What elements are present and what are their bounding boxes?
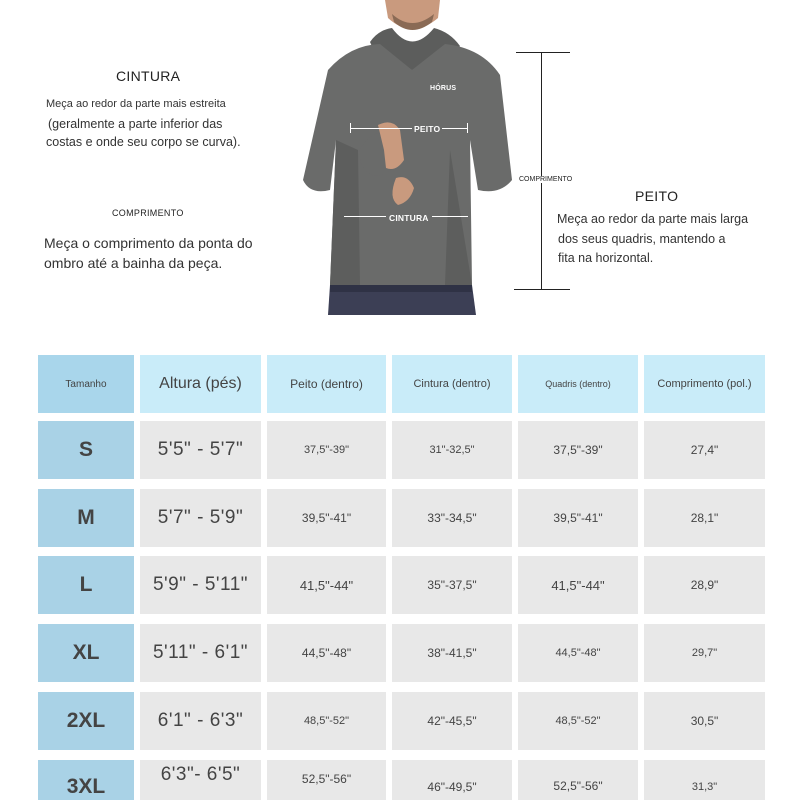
row-m-chest: 39,5"-41": [267, 489, 386, 547]
header-hips: Quadris (dentro): [518, 355, 638, 413]
row-3xl-hips: 52,5"-56": [518, 760, 638, 800]
row-3xl-length: 31,3": [644, 760, 765, 800]
row-l-height: 5'9" - 5'11": [140, 556, 261, 614]
length-guide-bottom: [514, 289, 570, 290]
row-2xl-length: 30,5": [644, 692, 765, 750]
row-l-size: L: [38, 556, 134, 614]
measurement-guide: [0, 0, 800, 340]
row-m-size: M: [38, 489, 134, 547]
chest-measure-tick-right: [467, 123, 468, 133]
chest-title: PEITO: [635, 188, 679, 204]
row-2xl-hips: 48,5"-52": [518, 692, 638, 750]
row-2xl-chest: 48,5"-52": [267, 692, 386, 750]
row-s-chest: 37,5"-39": [267, 421, 386, 479]
row-m-length: 28,1": [644, 489, 765, 547]
row-xl-size: XL: [38, 624, 134, 682]
chest-description-line-1: Meça ao redor da parte mais larga: [557, 212, 749, 226]
row-xl-hips: 44,5"-48": [518, 624, 638, 682]
row-m-waist: 33"-34,5": [392, 489, 512, 547]
chest-measure-line: [350, 128, 468, 129]
chest-description-line-3: fita na horizontal.: [558, 251, 654, 265]
row-xl-length: 29,7": [644, 624, 765, 682]
row-3xl-waist: 46"-49,5": [392, 760, 512, 800]
row-2xl-height: 6'1" - 6'3": [140, 692, 261, 750]
waist-description-line-2: (geralmente a parte inferior das: [48, 117, 223, 131]
waist-description-line-1: Meça ao redor da parte mais estreita: [46, 98, 226, 110]
row-s-length: 27,4": [644, 421, 765, 479]
hoodie-illustration: [300, 0, 515, 315]
row-m-hips: 39,5"-41": [518, 489, 638, 547]
row-m-height: 5'7" - 5'9": [140, 489, 261, 547]
row-2xl-waist: 42"-45,5": [392, 692, 512, 750]
length-guide-top: [516, 52, 570, 53]
header-length: Comprimento (pol.): [644, 355, 765, 413]
row-2xl-size: 2XL: [38, 692, 134, 750]
row-3xl-chest: 52,5"-56": [267, 760, 386, 800]
length-guide-label: COMPRIMENTO: [519, 176, 573, 183]
model-figure: [300, 0, 515, 315]
header-chest: Peito (dentro): [267, 355, 386, 413]
chest-measure-tick-left: [350, 123, 351, 133]
chest-description-line-2: dos seus quadris, mantendo a: [558, 232, 726, 246]
chest-figure-label: PEITO: [414, 124, 441, 134]
length-description-line-1: Meça o comprimento da ponta do: [44, 235, 253, 251]
row-3xl-size: 3XL: [38, 760, 134, 800]
length-guide-vertical: [541, 52, 542, 290]
brand-logo-text: HÓRUS: [430, 85, 457, 92]
header-waist: Cintura (dentro): [392, 355, 512, 413]
row-l-chest: 41,5"-44": [267, 556, 386, 614]
row-xl-chest: 44,5"-48": [267, 624, 386, 682]
row-s-hips: 37,5"-39": [518, 421, 638, 479]
row-l-waist: 35"-37,5": [392, 556, 512, 614]
waist-figure-label: CINTURA: [386, 213, 432, 223]
length-description-line-2: ombro até a bainha da peça.: [44, 255, 223, 271]
row-s-height: 5'5" - 5'7": [140, 421, 261, 479]
row-xl-waist: 38"-41,5": [392, 624, 512, 682]
header-height: Altura (pés): [140, 355, 261, 413]
row-l-hips: 41,5"-44": [518, 556, 638, 614]
row-l-length: 28,9": [644, 556, 765, 614]
row-s-waist: 31"-32,5": [392, 421, 512, 479]
waist-title: CINTURA: [116, 68, 181, 84]
waist-description-line-3: costas e onde seu corpo se curva).: [46, 135, 241, 149]
row-3xl-height: 6'3"- 6'5": [140, 760, 261, 800]
row-s-size: S: [38, 421, 134, 479]
row-xl-height: 5'11" - 6'1": [140, 624, 261, 682]
length-title: COMPRIMENTO: [112, 208, 184, 218]
header-size: Tamanho: [38, 355, 134, 413]
